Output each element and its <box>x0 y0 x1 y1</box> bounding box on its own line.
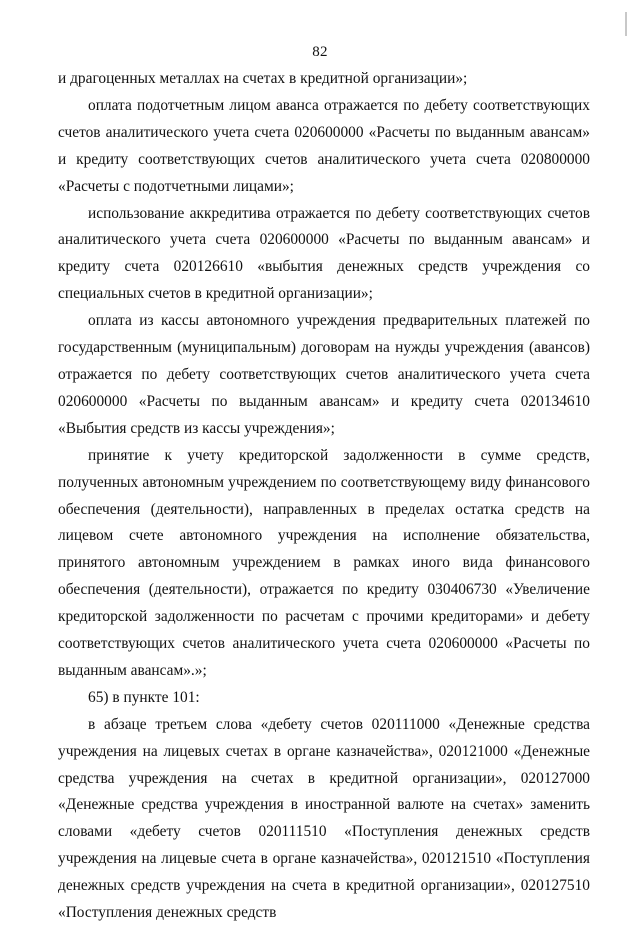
paragraph-third-indent-replacement: в абзаце третьем слова «дебету счетов 020111000 «Денежные средства учреждения на лицевых счетах в органе казначейства», 020121000 «Денежные средства учреждения на счетах в кредитной организации», 020127000 «Денежные средства учреждения в иностранной валюте на счетах» заменить словами «дебету счетов 020111510 «Поступления денежных средств учреждения на лицевые счета в органе казначейства», 020121510 «Поступления денежных средств учреждения на счета в кредитной организации», 020127510 «Поступления денежных средств <box>58 715 590 922</box>
paragraph-item-65: 65) в пункте 101: <box>88 688 200 706</box>
paragraph-creditor-debt: принятие к учету кредиторской задолженности в сумме средств, полученных автономным учреждением по соответствующему виду финансового обеспечения (деятельности), направленных в пределах остатка средств на лицевом счете автономного учреждения на исполнение обязательства, принятого автономным учреждением в рамках иного вида финансового обеспечения (деятельности), отражается по кредиту 030406730 «Увеличение кредиторской задолженности по расчетам с прочими кредиторами» и дебету соответствующих счетов аналитического учета счета 020600000 «Расчеты по выданным авансам».»; <box>58 446 590 679</box>
page-number: 82 <box>312 44 328 60</box>
document-body <box>58 66 590 927</box>
paragraph-letter-of-credit: использование аккредитива отражается по дебету соответствующих счетов аналитического учета счета 020600000 «Расчеты по выданным авансам» и кредиту счета 020126610 «выбытия денежных средств учреждения со специальных счетов в кредитной организации»; <box>58 204 590 303</box>
scan-artifact-mark <box>625 12 627 36</box>
paragraph-advance-payment-accountable-person: оплата подотчетным лицом аванса отражается по дебету соответствующих счетов аналитического учета счета 020600000 «Расчеты по выданным авансам» и кредиту соответствующих счетов аналитического учета счета 020800000 «Расчеты с подотчетными лицами»; <box>58 96 590 195</box>
paragraph-continuation: и драгоценных металлах на счетах в кредитной организации»; <box>58 70 468 87</box>
paragraph-cash-prepayments: оплата из кассы автономного учреждения предварительных платежей по государственным (муниципальным) договорам на нужды учреждения (авансов) отражается по дебету соответствующих счетов аналитического учета счета 020600000 «Расчеты по выданным авансам» и кредиту счета 020134610 «Выбытия средств из кассы учреждения»; <box>58 312 590 437</box>
